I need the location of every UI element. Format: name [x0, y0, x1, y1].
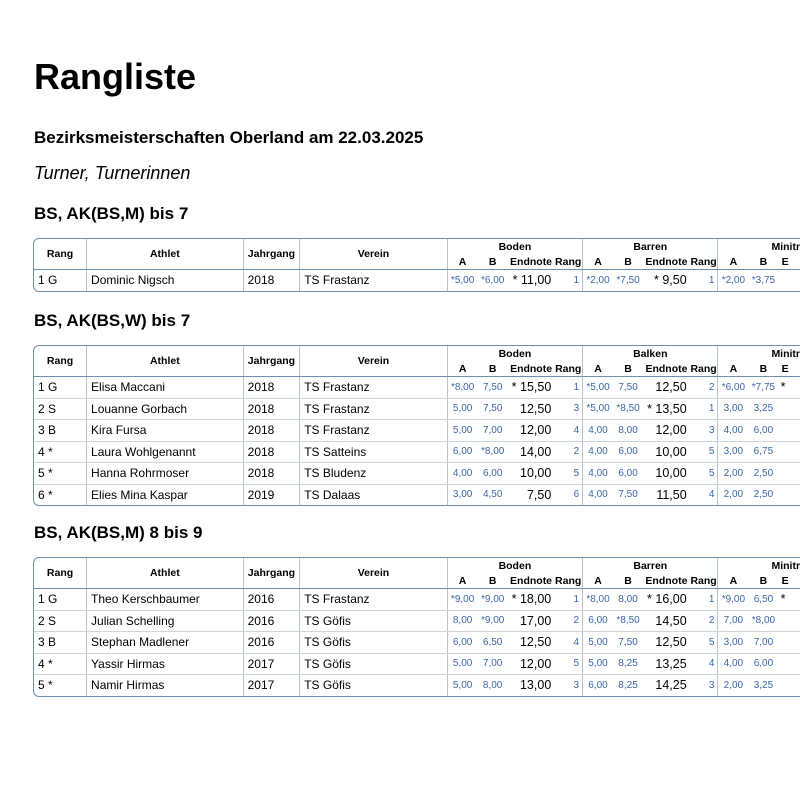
apparatus-rank: 2: [690, 610, 718, 632]
rank-cell: 2 S: [34, 610, 87, 632]
score-endnote: 12,00: [508, 420, 554, 442]
score-b: 8,25: [618, 679, 638, 691]
score-a: 3,00: [718, 441, 748, 463]
score-a: 6,00: [447, 441, 477, 463]
score-b: 7,50: [613, 377, 643, 399]
athlete-name: Laura Wohlgenannt: [87, 441, 244, 463]
apparatus-rank: 1: [690, 589, 718, 611]
apparatus-header: Barren: [583, 558, 718, 573]
apparatus-rank: 3: [690, 420, 718, 442]
score-a: 6,00: [447, 632, 477, 654]
athlete-name: Hanna Rohrmoser: [87, 463, 244, 485]
score-b: 2,50: [748, 463, 778, 485]
apparatus-rank: 5: [690, 632, 718, 654]
rank-cell: 3 B: [34, 420, 87, 442]
table-row: [34, 484, 800, 505]
col-header-b: B: [613, 573, 643, 589]
apparatus-rank: 5: [554, 653, 582, 675]
apparatus-header: Minitr: [718, 558, 800, 573]
rank-cell: 5 *: [34, 675, 87, 696]
club-name: TS Frastanz: [300, 589, 448, 611]
col-header-endnote: Endnote: [643, 254, 689, 270]
score-a: 3,00: [718, 398, 748, 420]
apparatus-rank: 2: [690, 377, 718, 399]
score-b: 6,50: [478, 632, 508, 654]
athlete-name: Louanne Gorbach: [87, 398, 244, 420]
col-header-rang: Rang: [34, 346, 87, 377]
section-title: BS, AK(BS,M) bis 7: [34, 204, 189, 223]
club-name: TS Göfis: [300, 632, 448, 654]
score-b: 7,00: [478, 653, 508, 675]
table-row: [34, 632, 800, 654]
col-header-b: B: [613, 254, 643, 270]
athlete-name: Stephan Madlener: [87, 632, 244, 654]
col-header-endnote: E: [779, 254, 800, 270]
col-header-a: A: [718, 573, 748, 589]
score-b: 7,00: [748, 632, 778, 654]
table-row: [34, 463, 800, 485]
col-header-endnote: Endnote: [643, 573, 689, 589]
table-row: [34, 377, 800, 399]
col-header-rang: Rang: [34, 558, 87, 589]
table-row: [34, 675, 800, 696]
club-name: TS Satteins: [300, 441, 448, 463]
birth-year: 2018: [243, 398, 300, 420]
col-header-a: A: [447, 361, 477, 377]
score-b: 7,00: [478, 420, 508, 442]
score-endnote: [779, 675, 800, 696]
apparatus-header: Boden: [447, 346, 582, 361]
club-name: TS Göfis: [300, 653, 448, 675]
score-endnote: 12,50: [643, 377, 689, 399]
score-endnote: 13,25: [643, 653, 689, 675]
apparatus-rank: 2: [554, 441, 582, 463]
score-b: *9,00: [478, 610, 508, 632]
col-header-b: B: [748, 254, 778, 270]
score-endnote: 12,00: [643, 420, 689, 442]
apparatus-rank: 1: [554, 377, 582, 399]
score-b: *7,75: [748, 377, 778, 399]
col-header-verein: Verein: [300, 346, 448, 377]
table-row: [34, 420, 800, 442]
club-name: TS Frastanz: [300, 270, 448, 291]
col-header-b: B: [613, 361, 643, 377]
score-endnote: [779, 420, 800, 442]
score-a: *5,00: [583, 377, 613, 399]
score-a: 4,00: [583, 441, 613, 463]
results-table: [33, 238, 800, 292]
col-header-a: A: [583, 254, 613, 270]
score-endnote: 10,00: [508, 463, 554, 485]
col-header-jahrgang: Jahrgang: [243, 346, 300, 377]
score-endnote: 10,00: [643, 463, 689, 485]
athlete-name: Julian Schelling: [87, 610, 244, 632]
page-title: Rangliste: [34, 56, 197, 97]
rank-cell: 3 B: [34, 632, 87, 654]
club-name: TS Frastanz: [300, 398, 448, 420]
apparatus-rank: 3: [554, 675, 582, 696]
club-name: TS Frastanz: [300, 420, 448, 442]
rank-cell: 1 G: [34, 377, 87, 399]
score-a: *9,00: [718, 589, 748, 611]
col-header-jahrgang: Jahrgang: [243, 239, 300, 270]
score-a: 5,00: [447, 420, 477, 442]
score-a: 4,00: [718, 653, 748, 675]
score-b: 8,25: [613, 653, 643, 675]
score-endnote: * 11,00: [512, 273, 552, 288]
score-a: 8,00: [447, 610, 477, 632]
score-endnote: 10,00: [643, 441, 689, 463]
club-name: TS Göfis: [300, 610, 448, 632]
score-a: 4,00: [583, 463, 613, 485]
apparatus-rank: 4: [554, 632, 582, 654]
apparatus-header: Boden: [447, 239, 582, 254]
score-endnote: * 9,50: [653, 273, 687, 288]
score-a: *6,00: [718, 377, 748, 399]
results-table: [33, 345, 800, 506]
birth-year: 2019: [243, 484, 300, 505]
col-header-rank: Rang: [555, 362, 582, 375]
score-endnote: 11,50: [656, 487, 687, 502]
score-a: 4,00: [447, 463, 477, 485]
rank-cell: 4 *: [34, 653, 87, 675]
score-a: 6,00: [588, 679, 608, 691]
col-header-b: B: [478, 361, 508, 377]
score-a: 2,00: [723, 489, 744, 501]
score-endnote: [779, 270, 800, 291]
score-endnote: 12,00: [508, 653, 554, 675]
score-endnote: 14,25: [655, 678, 687, 693]
score-b: 6,00: [613, 441, 643, 463]
col-header-b: B: [748, 361, 778, 377]
apparatus-rank: 6: [554, 484, 582, 505]
score-a: 5,00: [447, 653, 477, 675]
score-b: 6,00: [478, 463, 508, 485]
col-header-endnote: Endnote: [643, 361, 689, 377]
table-row: [34, 653, 800, 675]
score-a: *5,00: [583, 398, 613, 420]
score-b: 3,25: [753, 679, 774, 691]
score-b: 6,75: [748, 441, 778, 463]
score-b: *8,50: [613, 398, 643, 420]
birth-year: 2018: [243, 420, 300, 442]
score-endnote: * 18,00: [508, 589, 554, 611]
apparatus-rank: 1: [554, 589, 582, 611]
birth-year: 2018: [243, 441, 300, 463]
score-endnote: 17,00: [508, 610, 554, 632]
score-endnote: [779, 398, 800, 420]
score-endnote: 12,50: [508, 632, 554, 654]
apparatus-rank: 1: [554, 270, 582, 291]
score-a: 3,00: [718, 632, 748, 654]
col-header-endnote: Endnote: [508, 573, 554, 589]
col-header-b: B: [748, 573, 778, 589]
score-b: 2,50: [753, 489, 774, 501]
apparatus-rank: 4: [690, 484, 718, 505]
score-b: *3,75: [751, 274, 776, 286]
section-title: BS, AK(BS,M) 8 bis 9: [34, 523, 203, 542]
table-row: [34, 270, 800, 291]
club-name: TS Bludenz: [300, 463, 448, 485]
score-endnote: * 13,50: [643, 398, 689, 420]
score-endnote: [779, 484, 800, 505]
col-header-a: A: [718, 254, 748, 270]
score-a: *2,00: [586, 274, 610, 286]
score-a: 5,00: [583, 653, 613, 675]
score-endnote: *: [779, 377, 800, 399]
apparatus-rank: 1: [690, 398, 718, 420]
table-row: [34, 398, 800, 420]
score-b: *8,00: [748, 610, 778, 632]
score-a: *8,00: [447, 377, 477, 399]
col-header-endnote: Endnote: [508, 361, 554, 377]
apparatus-rank: 5: [690, 463, 718, 485]
score-b: *9,00: [478, 589, 508, 611]
score-a: 5,00: [447, 398, 477, 420]
apparatus-rank: 5: [690, 441, 718, 463]
apparatus-header: Minitr: [718, 346, 800, 361]
score-b: *7,50: [616, 274, 640, 286]
col-header-a: A: [447, 254, 477, 270]
apparatus-rank: 4: [690, 653, 718, 675]
score-a: 6,00: [583, 610, 613, 632]
birth-year: 2017: [243, 675, 300, 696]
birth-year: 2016: [243, 589, 300, 611]
col-header-a: A: [583, 573, 613, 589]
col-header-a: A: [583, 361, 613, 377]
athlete-name: Yassir Hirmas: [87, 653, 244, 675]
apparatus-rank: 3: [690, 675, 718, 696]
birth-year: 2016: [243, 610, 300, 632]
col-header-athlet: Athlet: [87, 239, 244, 270]
score-b: *8,50: [613, 610, 643, 632]
col-header-b: B: [478, 254, 508, 270]
score-endnote: 13,00: [519, 678, 552, 693]
score-a: *5,00: [450, 274, 475, 286]
score-endnote: 14,50: [643, 610, 689, 632]
col-header-endnote: E: [779, 361, 800, 377]
athlete-name: Namir Hirmas: [87, 675, 244, 696]
score-a: 5,00: [583, 632, 613, 654]
score-endnote: *: [779, 589, 800, 611]
rank-cell: 5 *: [34, 463, 87, 485]
rank-cell: 1 G: [34, 589, 87, 611]
score-b: 4,50: [482, 489, 503, 501]
col-header-endnote: Endnote: [508, 254, 554, 270]
apparatus-rank: 5: [554, 463, 582, 485]
section-title: BS, AK(BS,W) bis 7: [34, 311, 191, 330]
score-endnote: [779, 610, 800, 632]
score-endnote: 12,50: [643, 632, 689, 654]
score-a: 3,00: [452, 489, 473, 501]
col-header-verein: Verein: [300, 558, 448, 589]
athlete-name: Elisa Maccani: [87, 377, 244, 399]
score-b: 8,00: [613, 420, 643, 442]
score-endnote: 12,50: [508, 398, 554, 420]
score-a: 2,00: [723, 679, 744, 691]
athlete-name: Kira Fursa: [87, 420, 244, 442]
score-endnote: [779, 441, 800, 463]
apparatus-rank: 1: [690, 270, 718, 291]
apparatus-rank: 4: [554, 420, 582, 442]
col-header-athlet: Athlet: [87, 346, 244, 377]
score-b: 8,00: [482, 679, 503, 691]
apparatus-header: Balken: [583, 346, 718, 361]
col-header-jahrgang: Jahrgang: [243, 558, 300, 589]
rank-cell: 1 G: [34, 270, 87, 291]
col-header-athlet: Athlet: [87, 558, 244, 589]
rank-cell: 2 S: [34, 398, 87, 420]
score-a: 4,00: [588, 489, 608, 501]
apparatus-header: Minitr: [718, 239, 800, 254]
header-row: [34, 558, 800, 573]
apparatus-header: Boden: [447, 558, 582, 573]
score-b: 8,00: [613, 589, 643, 611]
birth-year: 2018: [243, 463, 300, 485]
category-label: Turner, Turnerinnen: [34, 163, 191, 183]
table-row: [34, 589, 800, 611]
score-b: 6,50: [748, 589, 778, 611]
athlete-name: Theo Kerschbaumer: [87, 589, 244, 611]
club-name: TS Göfis: [300, 675, 448, 696]
score-a: 5,00: [452, 679, 473, 691]
header-row: [34, 239, 800, 254]
club-name: TS Dalaas: [300, 484, 448, 505]
col-header-rank: Rang: [690, 362, 717, 375]
birth-year: 2016: [243, 632, 300, 654]
score-endnote: [779, 463, 800, 485]
score-endnote: * 16,00: [643, 589, 689, 611]
apparatus-rank: 2: [554, 610, 582, 632]
score-b: 6,00: [748, 653, 778, 675]
table-row: [34, 441, 800, 463]
score-a: 2,00: [718, 463, 748, 485]
score-b: 7,50: [618, 489, 638, 501]
score-b: 6,00: [748, 420, 778, 442]
table-row: [34, 610, 800, 632]
col-header-a: A: [447, 573, 477, 589]
score-b: *8,00: [478, 441, 508, 463]
score-endnote: [779, 653, 800, 675]
score-a: *2,00: [721, 274, 746, 286]
score-a: 4,00: [718, 420, 748, 442]
col-header-rank: Rang: [555, 255, 582, 268]
score-endnote: 7,50: [526, 487, 552, 502]
birth-year: 2017: [243, 653, 300, 675]
score-a: 4,00: [583, 420, 613, 442]
score-b: 7,50: [478, 398, 508, 420]
score-b: 6,00: [613, 463, 643, 485]
score-endnote: * 15,50: [508, 377, 554, 399]
athlete-name: Dominic Nigsch: [87, 270, 244, 291]
col-header-verein: Verein: [300, 239, 448, 270]
score-a: *8,00: [583, 589, 613, 611]
competition-subtitle: Bezirksmeisterschaften Oberland am 22.03.2025: [34, 128, 424, 147]
score-b: 3,25: [748, 398, 778, 420]
birth-year: 2018: [243, 270, 300, 291]
score-endnote: 14,00: [508, 441, 554, 463]
results-table: [33, 557, 800, 697]
col-header-endnote: E: [779, 573, 800, 589]
rank-cell: 6 *: [34, 484, 87, 505]
col-header-b: B: [478, 573, 508, 589]
apparatus-rank: 3: [554, 398, 582, 420]
score-b: 7,50: [613, 632, 643, 654]
score-endnote: [779, 632, 800, 654]
athlete-name: Elies Mina Kaspar: [87, 484, 244, 505]
score-b: *6,00: [480, 274, 505, 286]
score-a: *9,00: [447, 589, 477, 611]
score-a: 7,00: [718, 610, 748, 632]
club-name: TS Frastanz: [300, 377, 448, 399]
score-b: 7,50: [478, 377, 508, 399]
col-header-rank: Rang: [555, 574, 582, 587]
birth-year: 2018: [243, 377, 300, 399]
rank-cell: 4 *: [34, 441, 87, 463]
col-header-rank: Rang: [690, 574, 717, 587]
header-row: [34, 346, 800, 361]
apparatus-header: Barren: [583, 239, 718, 254]
col-header-a: A: [718, 361, 748, 377]
col-header-rang: Rang: [34, 239, 87, 270]
col-header-rank: Rang: [690, 255, 717, 268]
